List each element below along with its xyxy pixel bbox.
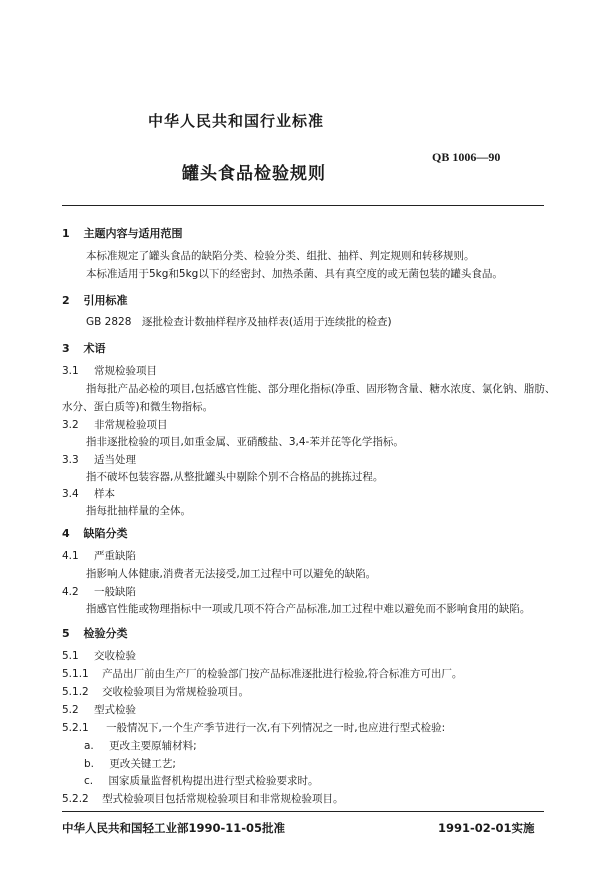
paragraph: 指感官性能或物理指标中一项或几项不符合产品标准,加工过程中难以避免而不影响食用的缺陷。 [86, 603, 531, 615]
approval-line: 中华人民共和国轻工业部1990-11-05批准 [62, 821, 286, 835]
section-1-heading [62, 225, 183, 241]
list-item-label: c. [84, 775, 94, 787]
effective-date: 1991-02-01实施 [438, 821, 535, 835]
subsection-title: 交收检验 [94, 650, 137, 662]
subsection-number: 3.3 [62, 454, 79, 466]
paragraph: 本标准规定了罐头食品的缺陷分类、检验分类、组批、抽样、判定规则和转移规则。 [86, 250, 475, 262]
clause-text: 交收检验项目为常规检验项目。 [102, 686, 250, 698]
subsection-title: 严重缺陷 [94, 550, 137, 562]
list-item-label: a. [84, 740, 94, 752]
clause-5-2-1 [62, 720, 445, 735]
clause-5-2-2 [62, 791, 344, 806]
subsection-number: 3.1 [62, 365, 79, 377]
referenced-standard: GB 2828 逐批检查计数抽样程序及抽样表(适用于连续批的检查) [86, 316, 392, 328]
section-number: 5 [62, 627, 70, 640]
issuing-authority: 中华人民共和国行业标准 [148, 112, 325, 130]
header-rule [62, 205, 544, 206]
clause-number: 5.2.2 [62, 793, 89, 805]
list-item-text: 国家质量监督机构提出进行型式检验要求时。 [108, 775, 319, 787]
subsection-3-2 [62, 417, 168, 432]
section-title: 主题内容与适用范围 [83, 227, 183, 240]
section-5-heading [62, 625, 128, 641]
section-4-heading [62, 525, 128, 541]
clause-text: 产品出厂前由生产厂的检验部门按产品标准逐批进行检验,符合标准方可出厂。 [102, 668, 463, 680]
subsection-3-1 [62, 363, 157, 378]
subsection-title: 样本 [94, 488, 116, 500]
subsection-number: 5.2 [62, 704, 79, 716]
document-title: 罐头食品检验规则 [182, 164, 326, 184]
paragraph: 指每批抽样量的全体。 [86, 505, 191, 517]
clause-number: 5.1.1 [62, 668, 89, 680]
subsection-title: 非常规检验项目 [94, 419, 168, 431]
paragraph: 指每批产品必检的项目,包括感官性能、部分理化指标(净重、固形物含量、糖水浓度、氯化钠、脂肪、 [86, 383, 556, 395]
clause-text: 型式检验项目包括常规检验项目和非常规检验项目。 [102, 793, 344, 805]
list-item-label: b. [84, 758, 95, 770]
subsection-number: 4.1 [62, 550, 79, 562]
section-title: 引用标准 [83, 294, 128, 307]
list-item-text: 更改关键工艺; [109, 758, 176, 770]
section-2-heading [62, 292, 128, 308]
clause-text: 一般情况下,一个生产季节进行一次,有下列情况之一时,也应进行型式检验: [106, 722, 446, 734]
subsection-title: 型式检验 [94, 704, 137, 716]
paragraph: 指不破坏包装容器,从整批罐头中剔除个别不合格品的挑拣过程。 [86, 471, 384, 483]
subsection-4-1 [62, 548, 136, 563]
subsection-number: 4.2 [62, 586, 79, 598]
paragraph: 指影响人体健康,消费者无法接受,加工过程中可以避免的缺陷。 [86, 568, 377, 580]
subsection-number: 5.1 [62, 650, 79, 662]
section-title: 缺陷分类 [83, 527, 128, 540]
clause-number: 5.1.2 [62, 686, 89, 698]
section-title: 术语 [83, 342, 106, 355]
subsection-title: 适当处理 [94, 454, 137, 466]
subsection-number: 3.2 [62, 419, 79, 431]
subsection-5-2 [62, 702, 136, 717]
list-item [84, 773, 318, 788]
subsection-title: 常规检验项目 [94, 365, 158, 377]
subsection-3-3 [62, 452, 136, 467]
subsection-number: 3.4 [62, 488, 79, 500]
section-number: 3 [62, 342, 70, 355]
list-item-text: 更改主要原辅材料; [109, 740, 197, 752]
section-number: 2 [62, 294, 70, 307]
clause-number: 5.2.1 [62, 722, 89, 734]
section-number: 4 [62, 527, 70, 540]
standard-code: QB 1006—90 [432, 150, 501, 164]
clause-5-1-2 [62, 684, 249, 699]
subsection-4-2 [62, 584, 136, 599]
subsection-3-4 [62, 486, 115, 501]
subsection-5-1 [62, 648, 136, 663]
paragraph: 水分、蛋白质等)和微生物指标。 [62, 401, 214, 413]
clause-5-1-1 [62, 666, 462, 681]
section-title: 检验分类 [83, 627, 128, 640]
paragraph: 指非逐批检验的项目,如重金属、亚硝酸盐、3,4-苯并芘等化学指标。 [86, 436, 404, 448]
subsection-title: 一般缺陷 [94, 586, 137, 598]
section-3-heading [62, 340, 106, 356]
section-number: 1 [62, 227, 70, 240]
list-item [84, 738, 197, 753]
paragraph: 本标准适用于5kg和5kg以下的经密封、加热杀菌、具有真空度的或无菌包装的罐头食品。 [86, 268, 503, 280]
list-item [84, 756, 176, 771]
footer-rule [62, 811, 544, 812]
